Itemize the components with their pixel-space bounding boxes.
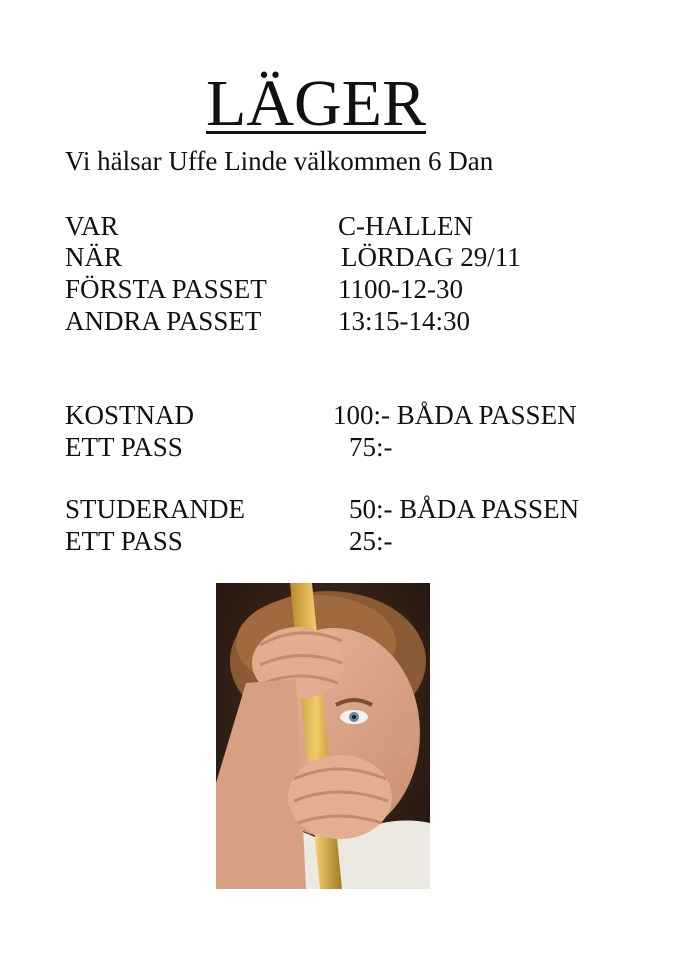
price-label: ETT PASS bbox=[65, 526, 183, 556]
schedule-label: VAR bbox=[65, 211, 119, 241]
price-row-cost bbox=[0, 399, 679, 431]
schedule-row-second-session bbox=[0, 305, 679, 337]
price-row-single bbox=[0, 431, 679, 463]
price-row-student bbox=[0, 493, 679, 525]
price-label: ETT PASS bbox=[65, 432, 183, 462]
price-value: 100:- BÅDA PASSEN bbox=[333, 400, 577, 430]
schedule-label: FÖRSTA PASSET bbox=[65, 274, 267, 304]
price-value: 25:- bbox=[349, 526, 393, 556]
schedule-row-where bbox=[0, 210, 679, 242]
price-value: 75:- bbox=[349, 432, 393, 462]
price-label: STUDERANDE bbox=[65, 494, 245, 524]
schedule-value: C-HALLEN bbox=[338, 211, 473, 241]
schedule-value: 1100-12-30 bbox=[338, 274, 463, 304]
page-title: LÄGER bbox=[206, 67, 426, 140]
instructor-photo-illustration bbox=[216, 583, 430, 889]
schedule-row-first-session bbox=[0, 273, 679, 305]
schedule-label: NÄR bbox=[65, 242, 123, 272]
price-value: 50:- BÅDA PASSEN bbox=[349, 494, 580, 524]
price-label: KOSTNAD bbox=[65, 400, 195, 430]
schedule-row-when bbox=[0, 241, 679, 273]
price-row-student-single bbox=[0, 525, 679, 557]
schedule-value: LÖRDAG 29/11 bbox=[341, 242, 521, 272]
schedule-label: ANDRA PASSET bbox=[65, 306, 262, 336]
greeting-text: Vi hälsar Uffe Linde välkommen 6 Dan bbox=[65, 146, 494, 176]
instructor-photo bbox=[216, 583, 430, 889]
schedule-value: 13:15-14:30 bbox=[338, 306, 470, 336]
